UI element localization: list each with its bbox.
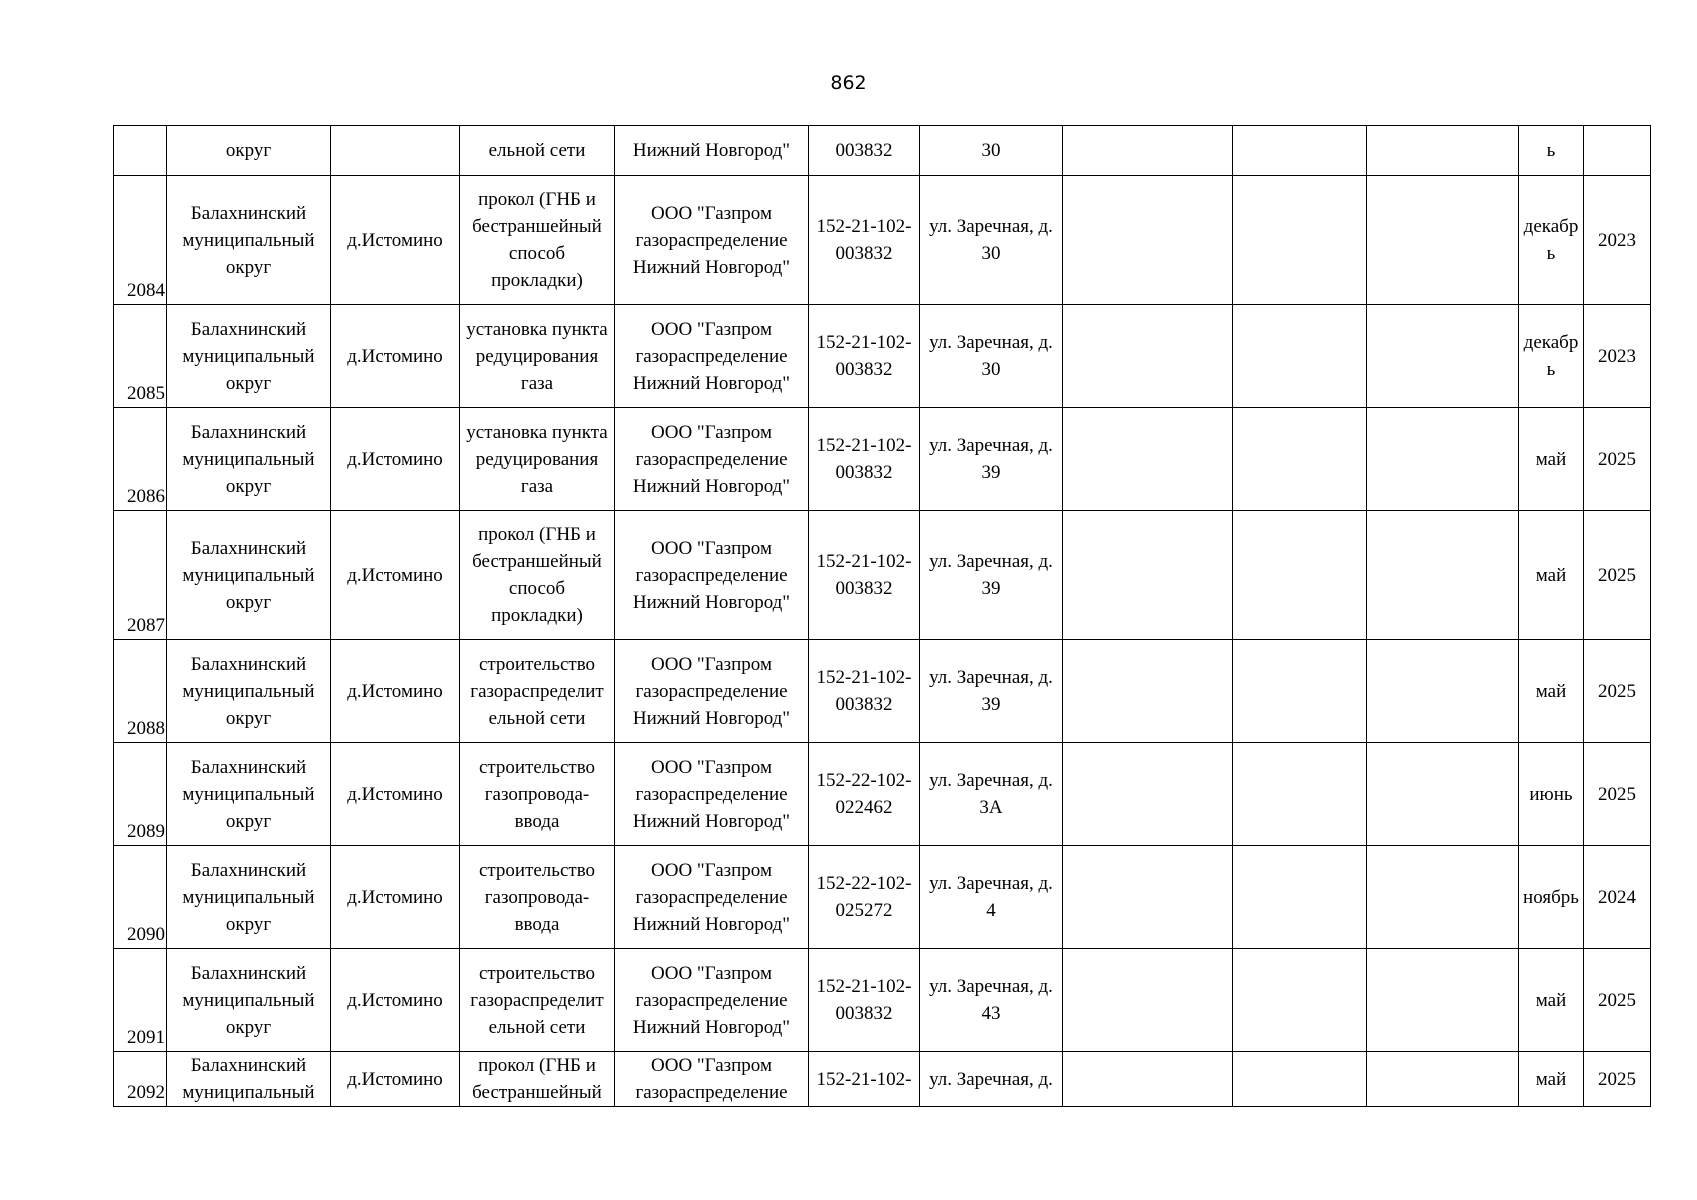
empty-cell-1	[1063, 511, 1233, 640]
month-cell: ноябрь	[1519, 846, 1584, 949]
empty-cell-2	[1233, 640, 1367, 743]
object-code-cell: 003832	[809, 126, 920, 176]
locality-cell: д.Истомино	[331, 305, 460, 408]
empty-cell-3	[1367, 846, 1519, 949]
work-type-cell: прокол (ГНБ и бестраншейный	[460, 1052, 615, 1107]
organization-cell: ООО "Газпром газораспределение Нижний Новгород"	[615, 408, 809, 511]
organization-cell: ООО "Газпром газораспределение Нижний Новгород"	[615, 640, 809, 743]
district-cell: Балахнинский муниципальный округ	[167, 640, 331, 743]
year-cell: 2025	[1584, 1052, 1651, 1107]
work-type-cell: строительство газопровода- ввода	[460, 743, 615, 846]
work-type-cell: строительство газораспределит ельной сети	[460, 640, 615, 743]
district-cell: Балахнинский муниципальный округ	[167, 305, 331, 408]
month-cell: май	[1519, 408, 1584, 511]
table-row	[114, 126, 1651, 176]
work-type-cell: ельной сети	[460, 126, 615, 176]
address-cell: 30	[920, 126, 1063, 176]
object-code-cell: 152-22-102- 025272	[809, 846, 920, 949]
object-code-cell: 152-22-102- 022462	[809, 743, 920, 846]
empty-cell-3	[1367, 743, 1519, 846]
empty-cell-2	[1233, 408, 1367, 511]
year-cell: 2025	[1584, 743, 1651, 846]
address-cell: ул. Заречная, д. 3А	[920, 743, 1063, 846]
row-number-cell: 2090	[114, 846, 167, 949]
table-row	[114, 305, 1651, 408]
address-cell: ул. Заречная, д. 30	[920, 305, 1063, 408]
table-row	[114, 176, 1651, 305]
empty-cell-1	[1063, 305, 1233, 408]
locality-cell: д.Истомино	[331, 949, 460, 1052]
locality-cell: д.Истомино	[331, 176, 460, 305]
work-type-cell: строительство газопровода- ввода	[460, 846, 615, 949]
month-cell: июнь	[1519, 743, 1584, 846]
locality-cell: д.Истомино	[331, 640, 460, 743]
row-number-cell: 2084	[114, 176, 167, 305]
work-type-cell: прокол (ГНБ и бестраншейный способ прокладки)	[460, 176, 615, 305]
month-cell: декабр ь	[1519, 176, 1584, 305]
object-code-cell: 152-21-102- 003832	[809, 511, 920, 640]
object-code-cell: 152-21-102- 003832	[809, 640, 920, 743]
year-cell: 2023	[1584, 176, 1651, 305]
empty-cell-1	[1063, 640, 1233, 743]
empty-cell-3	[1367, 126, 1519, 176]
year-cell: 2025	[1584, 511, 1651, 640]
empty-cell-1	[1063, 949, 1233, 1052]
organization-cell: Нижний Новгород"	[615, 126, 809, 176]
locality-cell	[331, 126, 460, 176]
empty-cell-1	[1063, 408, 1233, 511]
row-number-cell: 2091	[114, 949, 167, 1052]
district-cell: Балахнинский муниципальный	[167, 1052, 331, 1107]
district-cell: Балахнинский муниципальный округ	[167, 176, 331, 305]
locality-cell: д.Истомино	[331, 511, 460, 640]
locality-cell: д.Истомино	[331, 743, 460, 846]
table-row	[114, 408, 1651, 511]
object-code-cell: 152-21-102-	[809, 1052, 920, 1107]
organization-cell: ООО "Газпром газораспределение Нижний Новгород"	[615, 949, 809, 1052]
empty-cell-2	[1233, 949, 1367, 1052]
empty-cell-2	[1233, 1052, 1367, 1107]
district-cell: Балахнинский муниципальный округ	[167, 846, 331, 949]
object-code-cell: 152-21-102- 003832	[809, 949, 920, 1052]
empty-cell-1	[1063, 1052, 1233, 1107]
table-row	[114, 743, 1651, 846]
district-cell: округ	[167, 126, 331, 176]
row-number-cell: 2087	[114, 511, 167, 640]
address-cell: ул. Заречная, д. 43	[920, 949, 1063, 1052]
page-number: 862	[830, 72, 867, 94]
empty-cell-3	[1367, 305, 1519, 408]
organization-cell: ООО "Газпром газораспределение Нижний Новгород"	[615, 846, 809, 949]
empty-cell-3	[1367, 1052, 1519, 1107]
organization-cell: ООО "Газпром газораспределение Нижний Новгород"	[615, 743, 809, 846]
work-type-cell: установка пункта редуцирования газа	[460, 305, 615, 408]
empty-cell-2	[1233, 176, 1367, 305]
organization-cell: ООО "Газпром газораспределение Нижний Новгород"	[615, 511, 809, 640]
month-cell: ь	[1519, 126, 1584, 176]
table-row	[114, 640, 1651, 743]
work-type-cell: прокол (ГНБ и бестраншейный способ прокладки)	[460, 511, 615, 640]
object-code-cell: 152-21-102- 003832	[809, 408, 920, 511]
empty-cell-1	[1063, 176, 1233, 305]
table-row	[114, 511, 1651, 640]
row-number-cell: 2092	[114, 1052, 167, 1107]
table-row	[114, 949, 1651, 1052]
district-cell: Балахнинский муниципальный округ	[167, 408, 331, 511]
register-body	[114, 126, 1651, 1107]
organization-cell: ООО "Газпром газораспределение Нижний Новгород"	[615, 176, 809, 305]
year-cell: 2025	[1584, 408, 1651, 511]
district-cell: Балахнинский муниципальный округ	[167, 949, 331, 1052]
month-cell: май	[1519, 949, 1584, 1052]
row-number-cell: 2085	[114, 305, 167, 408]
year-cell	[1584, 126, 1651, 176]
locality-cell: д.Истомино	[331, 1052, 460, 1107]
organization-cell: ООО "Газпром газораспределение Нижний Новгород"	[615, 305, 809, 408]
empty-cell-3	[1367, 949, 1519, 1052]
row-number-cell	[114, 126, 167, 176]
empty-cell-3	[1367, 176, 1519, 305]
register-table	[113, 125, 1651, 1107]
address-cell: ул. Заречная, д.	[920, 1052, 1063, 1107]
empty-cell-2	[1233, 743, 1367, 846]
locality-cell: д.Истомино	[331, 846, 460, 949]
address-cell: ул. Заречная, д. 30	[920, 176, 1063, 305]
month-cell: май	[1519, 640, 1584, 743]
address-cell: ул. Заречная, д. 39	[920, 408, 1063, 511]
empty-cell-2	[1233, 846, 1367, 949]
row-number-cell: 2088	[114, 640, 167, 743]
district-cell: Балахнинский муниципальный округ	[167, 511, 331, 640]
object-code-cell: 152-21-102- 003832	[809, 305, 920, 408]
year-cell: 2023	[1584, 305, 1651, 408]
empty-cell-1	[1063, 743, 1233, 846]
year-cell: 2025	[1584, 640, 1651, 743]
object-code-cell: 152-21-102- 003832	[809, 176, 920, 305]
table-row	[114, 1052, 1651, 1107]
empty-cell-3	[1367, 640, 1519, 743]
row-number-cell: 2089	[114, 743, 167, 846]
locality-cell: д.Истомино	[331, 408, 460, 511]
empty-cell-3	[1367, 408, 1519, 511]
organization-cell: ООО "Газпром газораспределение	[615, 1052, 809, 1107]
work-type-cell: строительство газораспределит ельной сети	[460, 949, 615, 1052]
address-cell: ул. Заречная, д. 39	[920, 640, 1063, 743]
month-cell: май	[1519, 511, 1584, 640]
empty-cell-2	[1233, 511, 1367, 640]
empty-cell-1	[1063, 126, 1233, 176]
address-cell: ул. Заречная, д. 39	[920, 511, 1063, 640]
empty-cell-2	[1233, 126, 1367, 176]
address-cell: ул. Заречная, д. 4	[920, 846, 1063, 949]
empty-cell-1	[1063, 846, 1233, 949]
empty-cell-2	[1233, 305, 1367, 408]
month-cell: май	[1519, 1052, 1584, 1107]
month-cell: декабр ь	[1519, 305, 1584, 408]
empty-cell-3	[1367, 511, 1519, 640]
table-row	[114, 846, 1651, 949]
work-type-cell: установка пункта редуцирования газа	[460, 408, 615, 511]
row-number-cell: 2086	[114, 408, 167, 511]
year-cell: 2024	[1584, 846, 1651, 949]
district-cell: Балахнинский муниципальный округ	[167, 743, 331, 846]
year-cell: 2025	[1584, 949, 1651, 1052]
